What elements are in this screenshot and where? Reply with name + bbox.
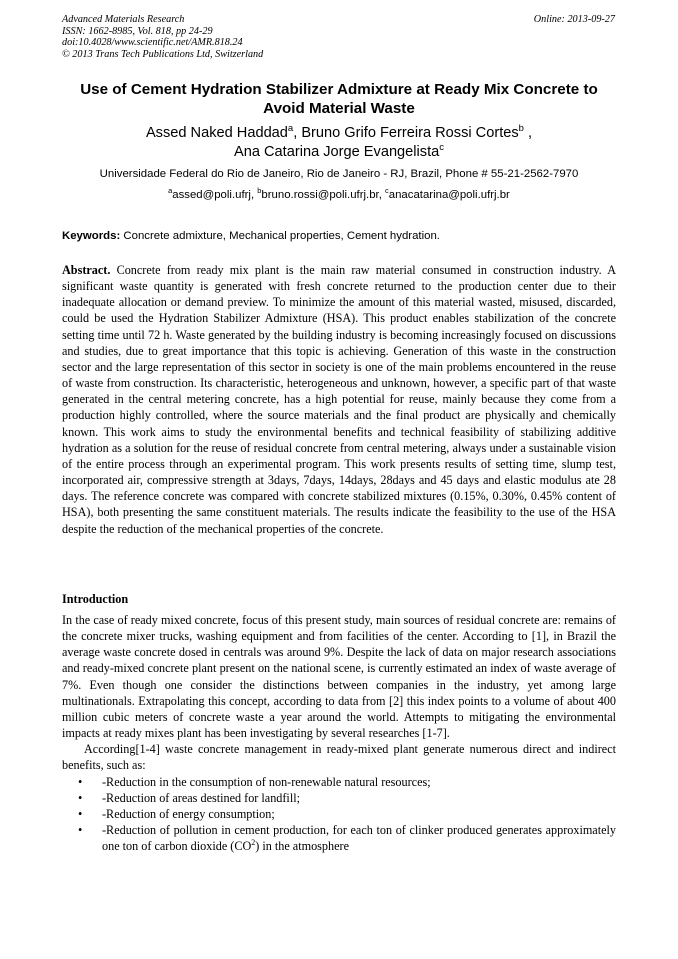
abstract-text: Concrete from ready mix plant is the main raw material consumed in construction industry. A significant waste quantity is generated with fresh concrete returned to the production center due to their inadequate allocation or demand preview. To minimize the amount of this material wasted, misused, discarded, could be used the Hydration Stabilizer Admixture (HSA). This product enables stabilization of the concrete setting time until 72 h. Waste generated by the building industry is becoming increasingly focused on discussions and studies, due to great importance that this topic is achieving. Generation of this waste in the construction sector and the large representation of this sector in society is one of the main problems encountered in the reuse of waste from construction. Its characteristic, heterogeneous and unknown, however, a specific part of that waste generated in the central metering concrete, has a high potential for reuse, mainly because they come from a production highly controlled, where the source materials and the final product are physically and chemically known. This work aims to study the environmental benefits and technical feasibility of stabilizing additive hydration as a solution for the reuse of residual concrete from central metering, always under a sustainable vision of the entire process through an experimental program. This work presents results of setting time, slump test, incorporated air, compressive strength at 3days, 7days, 14days, 28days and 45 days and elastic modulus ate 28 days. The reference concrete was compared with concrete stabilized mixtures (0.15%, 0.30%, 0.45% content of HSA), both presenting the same constituent materials. The results indicate the feasibility to the use of the HSA despite the reduction of the mechanical properties of the concrete. (62, 263, 616, 536)
journal-name: Advanced Materials Research (62, 14, 185, 25)
author-name: Ana Catarina Jorge Evangelista (234, 144, 440, 160)
abstract-label: Abstract. (62, 263, 111, 277)
intro-paragraph: According[1-4] waste concrete management in ready-mixed plant generate numerous direct and indirect benefits, such as: (62, 742, 616, 773)
author-name: Assed Naked Haddad (145, 125, 288, 141)
author-affiliation-mark: b (518, 123, 524, 135)
email-mark: b (257, 186, 262, 196)
list-item (62, 806, 616, 822)
copyright-line: © 2013 Trans Tech Publications Ltd, Switzerland (62, 48, 264, 60)
paper-title: Use of Cement Hydration Stabilizer Admixture at Ready Mix Concrete to Avoid Material Waste (80, 81, 598, 117)
email-link[interactable]: anacatarina@poli.ufrj.br (388, 189, 510, 201)
intro-paragraph: In the case of ready mixed concrete, focus of this present study, main sources of residual concrete are: remains of the concrete mixer trucks, washing equipment and from facilities of the center. According to [1], in Brazil the average waste concrete dosed in centrals was around 9%. Despite the lack of data on major research associations and ready-mixed concrete plant present on the national scene, is currently estimated an index of waste average of 7%. Even though one consider the distinctions between companies in the industry, yet among large multinationals. Extrapolating this concept, according to data from [2] this index points to a volume of about 400 million cubic meters of concrete waste a year around the world. Attempts to mitigating the environmental impacts at ready mixes plant has been investigating by several researches [1-7]. (62, 613, 616, 741)
online-date: Online: 2013-09-27 (533, 14, 615, 25)
list-item-text: -Reduction in the consumption of non-renewable natural resources; (102, 774, 431, 789)
bullet-icon: • (78, 806, 83, 821)
author-name: Bruno Grifo Ferreira Rossi Cortes (301, 125, 519, 141)
bullet-icon: • (78, 790, 83, 805)
bullet-icon: • (78, 774, 83, 789)
list-item-text: -Reduction of energy consumption; (102, 806, 275, 821)
benefits-list (62, 774, 616, 855)
journal-header (62, 14, 263, 60)
email-list: $^a$assed@poli.ufrj, $^b$bruno.rossi@poli.ufrj.br, $^c$anacatarina@poli.ufrj.br (168, 186, 510, 201)
list-item (62, 774, 616, 790)
subscript-mark: 2 (251, 838, 256, 848)
list-item-text: ) in the atmosphere (255, 839, 349, 854)
list-item (62, 790, 616, 806)
keywords-text: Concrete admixture, Mechanical properties, Cement hydration. (120, 230, 440, 242)
email-link[interactable]: bruno.rossi@poli.ufrj.br (261, 189, 379, 201)
email-mark: c (385, 186, 389, 196)
section-heading-introduction: Introduction (62, 592, 129, 606)
list-item-text: -Reduction of pollution in cement production, for each ton of clinker produced generates approximately one ton of carbon dioxide (CO (102, 823, 616, 854)
keywords-label: Keywords: (62, 230, 121, 242)
email-mark: a (168, 186, 173, 196)
list-item-text: -Reduction of areas destined for landfill; (102, 790, 300, 805)
list-item (62, 822, 616, 854)
author-affiliation-mark: a (287, 123, 294, 135)
author-list: Assed Naked Haddad$^a$, Bruno Grifo Ferreira Rossi Cortes$^b$ , Ana Catarina Jorge Evangelista$^c$ (145, 123, 533, 160)
affiliation: Universidade Federal do Rio de Janeiro, Rio de Janeiro - RJ, Brazil, Phone # 55-21-2562-7970 (99, 168, 579, 180)
doi-line: doi:10.4028/www.scientific.net/AMR.818.24 (62, 37, 243, 49)
introduction-body (62, 612, 616, 854)
bullet-icon: • (78, 823, 83, 838)
email-link[interactable]: assed@poli.ufrj (172, 189, 251, 201)
issn-line: ISSN: 1662-8985, Vol. 818, pp 24-29 (62, 25, 213, 37)
abstract (62, 262, 616, 537)
keywords (62, 229, 616, 243)
author-affiliation-mark: c (439, 142, 444, 154)
